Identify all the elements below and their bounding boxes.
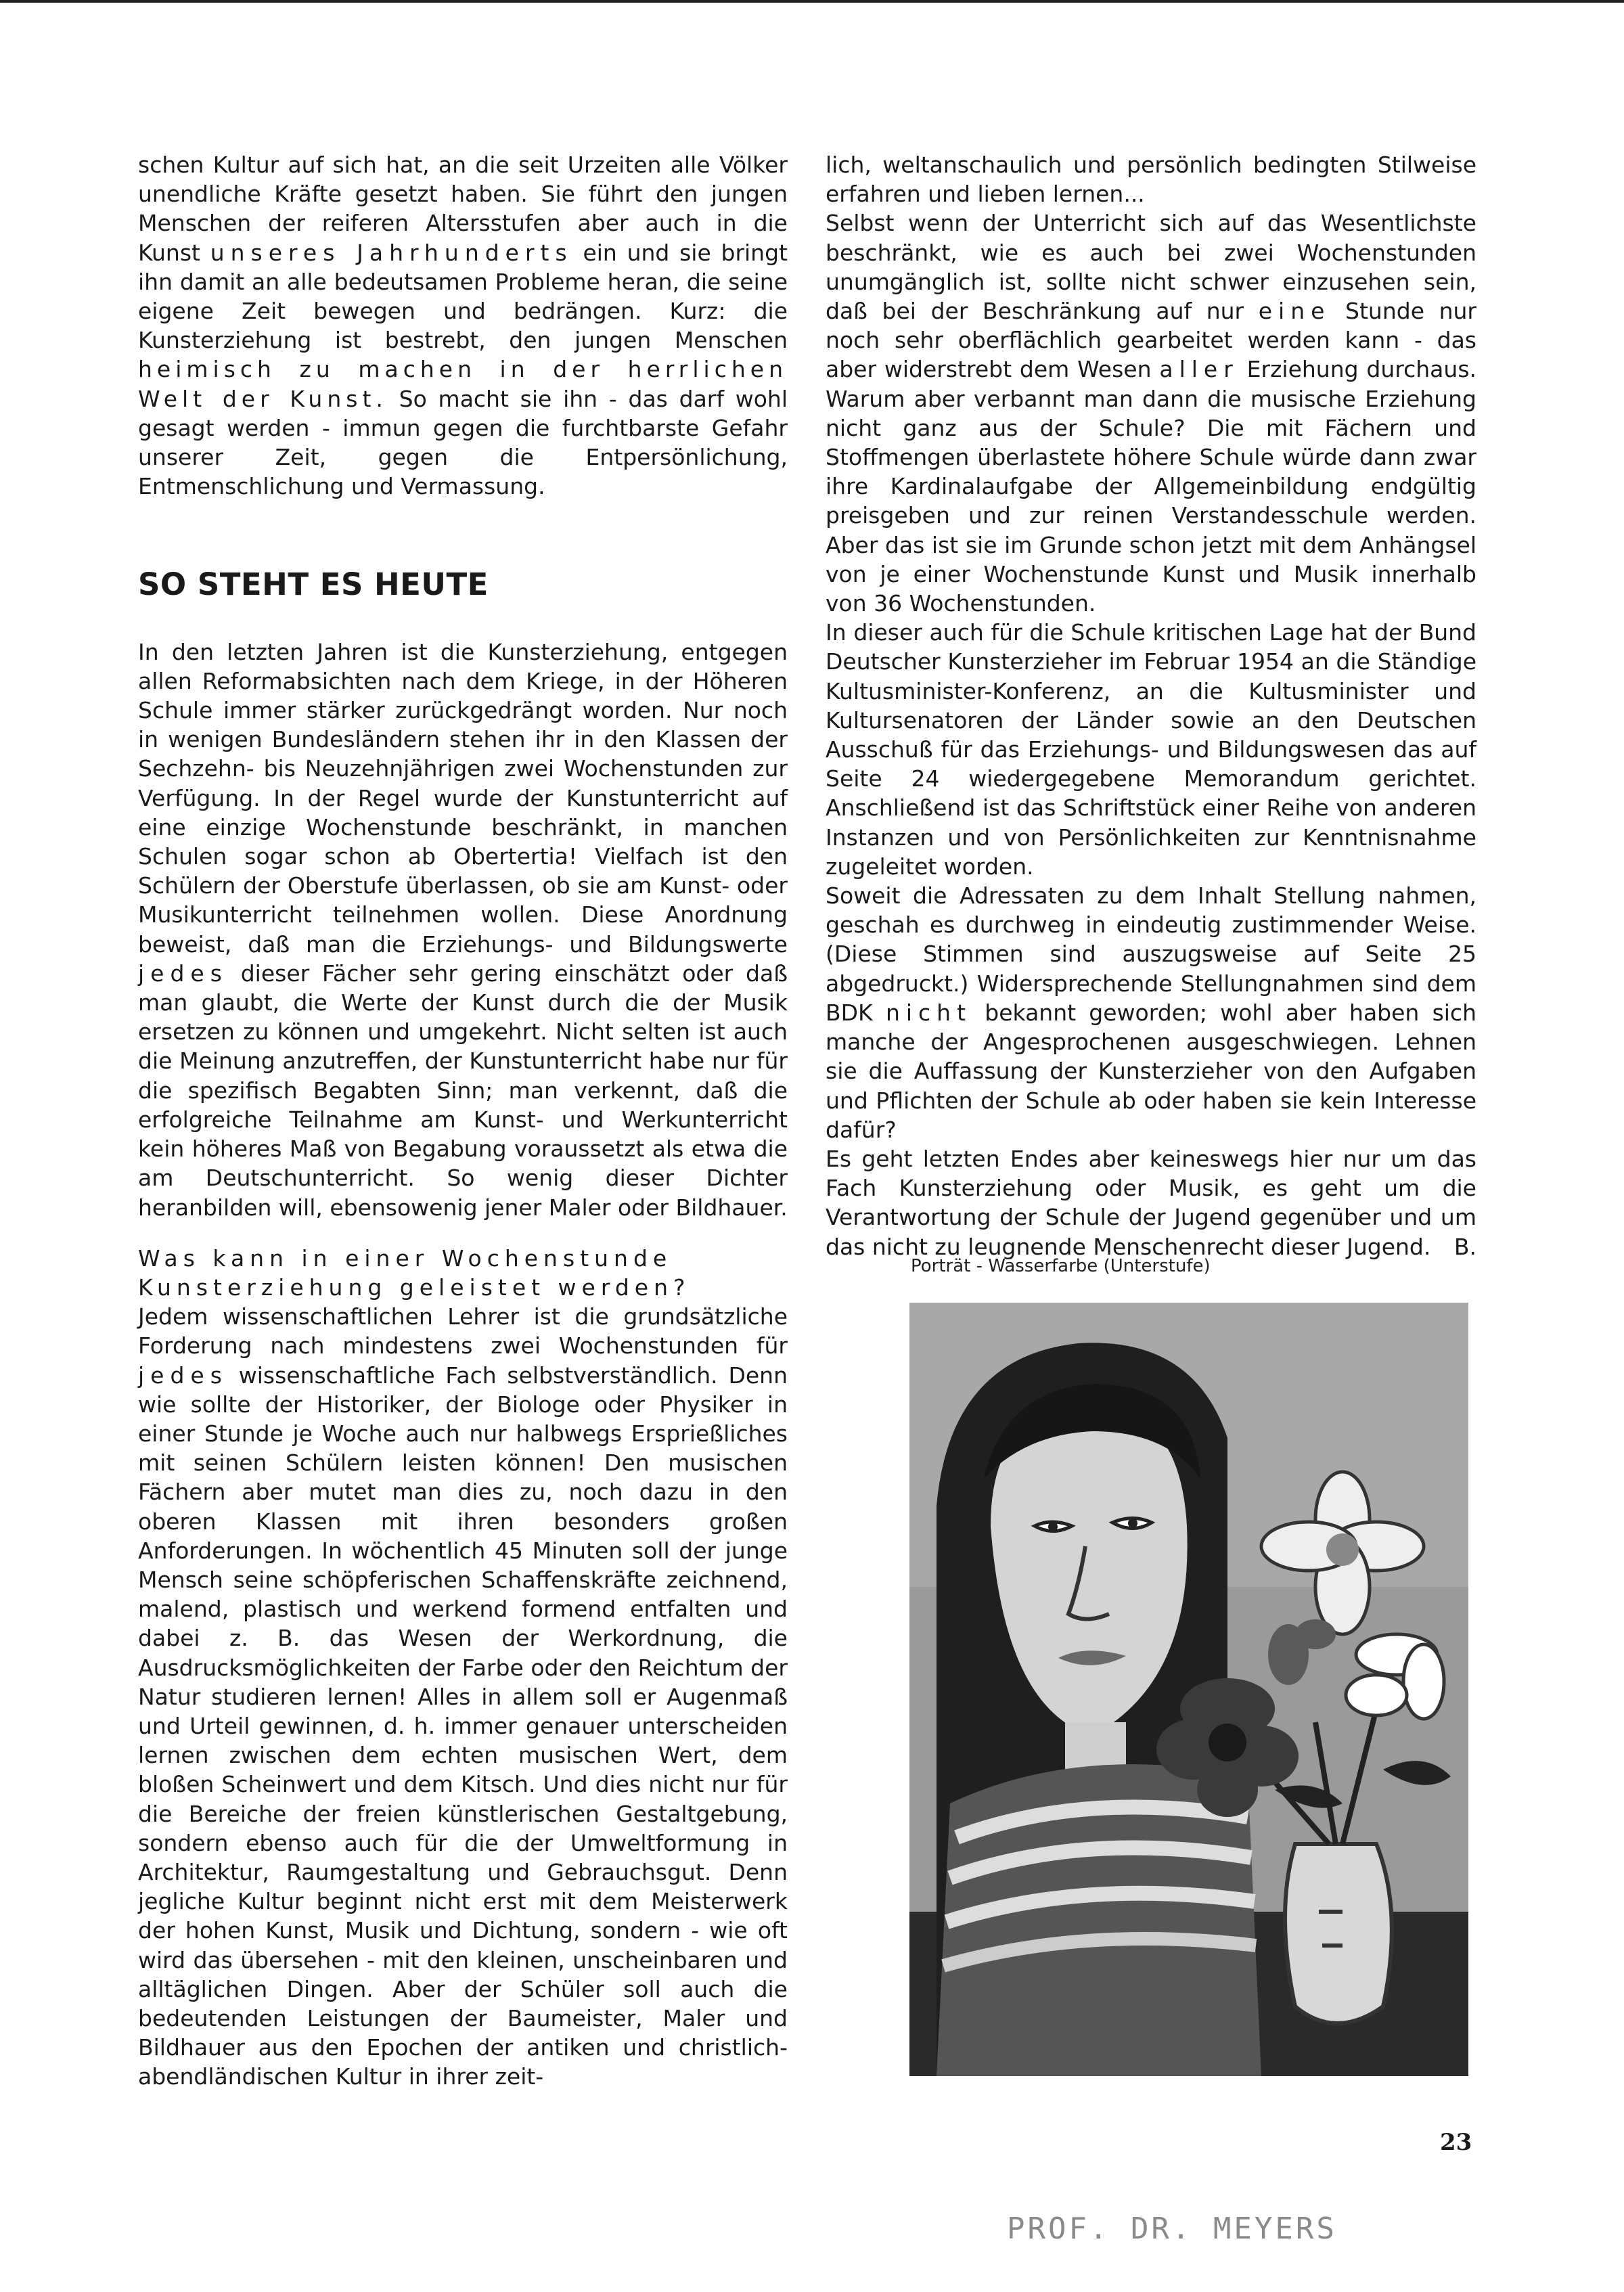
body-text: wissenschaftliche Fach selbstverständlich. Denn wie sollte der Historiker, der Biologe oder Physiker in einer Stunde je Woche auch nur halbwegs Ersprießliches mit seinen Schülern leisten können! Den musischen Fächern aber mutet man dies zu, noch dazu in den oberen Klassen mit ihren besonders großen Anforderungen. In wöchentlich 45 Minuten soll der junge Mensch seine schöpferischen Schaffenskräfte zeichnend, malend, plastisch und werkend formend entfalten und dabei z. B. das Wesen der Werkordnung, die Ausdrucksmöglichkeiten der Farbe oder den Reichtum der Natur studieren lernen! Alles in allem soll er Augenmaß und Urteil gewinnen, d. h. immer genauer unterscheiden lernen zwischen dem echten musischen Wert, dem bloßen Scheinwert und dem Kitsch. Und dies nicht nur für die Bereiche der freien künstlerischen Gestaltgebung, sondern ebenso auch für die der Umweltformung in Architektur, Raumgestaltung und Gebrauchsgut. Denn jegliche Kultur beginnt nicht erst mit dem Meisterwerk der hohen Kunst, Musik und Dichtung, sondern - wie oft wird das übersehen - mit den kleinen, unscheinbaren und alltäglichen Dingen. Aber der Schüler soll auch die bedeutenden Leistungen der Baumeister, Maler und Bildhauer aus den Epochen der antiken und christlich-abendländischen Kultur in ihrer zeit- bbox=[138, 1362, 788, 2090]
emphasis-text: jedes bbox=[138, 1362, 228, 1389]
portrait-painting-image bbox=[909, 1303, 1468, 2076]
intro-paragraph bbox=[138, 150, 788, 501]
body-text: Erziehung durchaus. Warum aber verbannt man dann die musische Erziehung nicht ganz aus der Schule? Die mit Fächern und Stoffmengen überlastete höhere Schule würde dann zwar ihre Kardinalaufgabe der Allgemeinbildung endgültig preisgeben und zur reinen Verstandesschule werden. Aber das ist sie im Grunde schon jetzt mit dem Anhängsel von je einer Wochenstunde Kunst und Musik innerhalb von 36 Wochenstunden. bbox=[826, 356, 1477, 617]
emphasis-text: jedes bbox=[138, 960, 228, 987]
body-text: Soweit die Adressaten zu dem Inhalt Stellung nahmen, geschah es durchweg in eindeutig zustimmender Weise. (Diese Stimmen sind auszugsweise auf Seite 25 abgedruckt.) Widersprechende Stellungnahmen sind dem BDK bbox=[826, 882, 1476, 1026]
question-line: Was kann in einer Wochenstunde Kunsterziehung geleistet werden? bbox=[138, 1244, 691, 1301]
author-signature: B. bbox=[1453, 1233, 1476, 1260]
intro-text: ein und sie bringt ihn damit an alle bedeutsamen Probleme heran, die seine eigene Zeit bewegen und bedrängen. Kurz: die Kunsterziehung ist bestrebt, den jungen Menschen bbox=[138, 239, 788, 354]
body-text: Stunde nur noch sehr oberflächlich gearbeitet werden kann - das aber widerstrebt dem Wesen bbox=[826, 298, 1476, 383]
body-paragraph bbox=[826, 881, 1476, 1144]
emphasis-text: heimisch zu machen in der herrlichen Welt der Kunst. bbox=[138, 356, 788, 412]
body-text: bekannt geworden; wohl aber haben sich manche der Angesprochenen ausgeschwiegen. Lehnen sie die Auffassung der Kunsterzieher von den Aufgaben und Pflichten der Schule ab oder haben sie kein Interesse dafür? bbox=[826, 999, 1476, 1143]
body-text: Jedem wissenschaftlichen Lehrer ist die grundsätzliche Forderung nach mindestens zwei Wochenstunden für bbox=[138, 1303, 788, 1360]
body-paragraph bbox=[138, 1302, 788, 2091]
right-column bbox=[826, 150, 1476, 1261]
page-top-border bbox=[0, 0, 1624, 3]
emphasis-text: nicht bbox=[885, 999, 972, 1026]
figure-caption: Porträt - Wasserfarbe (Unterstufe) bbox=[911, 1256, 1211, 1276]
body-paragraph: lich, weltanschaulich und persönlich bedingten Stilweise erfahren und lieben lernen... bbox=[826, 152, 1476, 208]
left-column bbox=[138, 150, 788, 2092]
portrait-painting-graphic bbox=[909, 1303, 1468, 2076]
intro-text: schen Kultur auf sich hat, an die seit Urzeiten alle Völker unendliche Kräfte gesetzt haben. Sie führt den jungen Menschen der reiferen Altersstufen aber auch in die Kunst bbox=[138, 152, 788, 266]
body-text: dieser Fächer sehr gering einschätzt oder daß man glaubt, die Werte der Kunst durch die der Musik ersetzen zu können und umgekehrt. Nicht selten ist auch die Meinung anzutreffen, der Kunstunterricht habe nur für die spezifisch Begabten Sinn; man verkennt, daß die erfolgreiche Teilnahme am Kunst- und Werkunterricht kein höheres Maß von Begabung voraussetzt als etwa die am Deutschunterricht. So wenig dieser Dichter heranbilden will, ebensowenig jener Maler oder Bildhauer. bbox=[138, 960, 788, 1221]
intro-text: So macht sie ihn - das darf wohl gesagt werden - immun gegen die furchtbarste Gefahr unserer Zeit, gegen die Entpersönlichung, Entmenschlichung und Vermassung. bbox=[138, 385, 788, 500]
body-paragraph bbox=[826, 1144, 1476, 1261]
library-stamp: PROF. DR. MEYERS bbox=[1007, 2211, 1337, 2246]
page-number: 23 bbox=[1440, 2129, 1472, 2156]
body-text: Selbst wenn der Unterricht sich auf das Wesentlichste beschränkt, wie es auch bei zwei Wochenstunden unumgänglich ist, sollte nicht schwer einzusehen sein, daß bei der Beschränkung auf nur bbox=[826, 210, 1476, 325]
body-text: Es geht letzten Endes aber keineswegs hier nur um das Fach Kunsterziehung oder Musik, es geht um die Verantwortung der Schule der Jugend gegenüber und um das nicht zu leugnende Menschenrecht dieser Jugend. bbox=[826, 1145, 1476, 1260]
emphasis-text: eine bbox=[1258, 298, 1331, 325]
body-paragraph: In dieser auch für die Schule kritischen Lage hat der Bund Deutscher Kunsterzieher im Februar 1954 an die Ständige Kultusminister-Konferenz, an die Kultusminister und Kultursenatoren der Länder sowie an den Deutschen Ausschuß für das Erziehungs- und Bildungswesen das auf Seite 24 wiedergegebene Memorandum gerichtet. Anschließend ist das Schriftstück einer Reihe von anderen Instanzen und von Persönlichkeiten zur Kenntnisnahme zugeleitet worden. bbox=[826, 619, 1476, 880]
body-paragraph bbox=[138, 637, 788, 1222]
section-heading: SO STEHT ES HEUTE bbox=[138, 566, 489, 603]
emphasis-text: unseres Jahrhunderts bbox=[210, 239, 573, 266]
body-paragraph bbox=[826, 208, 1476, 618]
body-text: In den letzten Jahren ist die Kunsterziehung, entgegen allen Reformabsichten nach dem Kriege, in der Höheren Schule immer stärker zurückgedrängt worden. Nur noch in wenigen Bundesländern stehen ihr in den Klassen der Sechzehn- bis Neuzehnjährigen zwei Wochenstunden zur Verfügung. In der Regel wurde der Kunstunterricht auf eine einzige Wochenstunde beschränkt, in manchen Schulen sogar schon ab Obertertia! Vielfach ist den Schülern der Oberstufe überlassen, ob sie am Kunst- oder Musikunterricht teilnehmen wollen. Diese Anordnung beweist, daß man die Erziehungs- und Bildungswerte bbox=[138, 638, 788, 958]
emphasis-text: aller bbox=[1159, 356, 1239, 383]
